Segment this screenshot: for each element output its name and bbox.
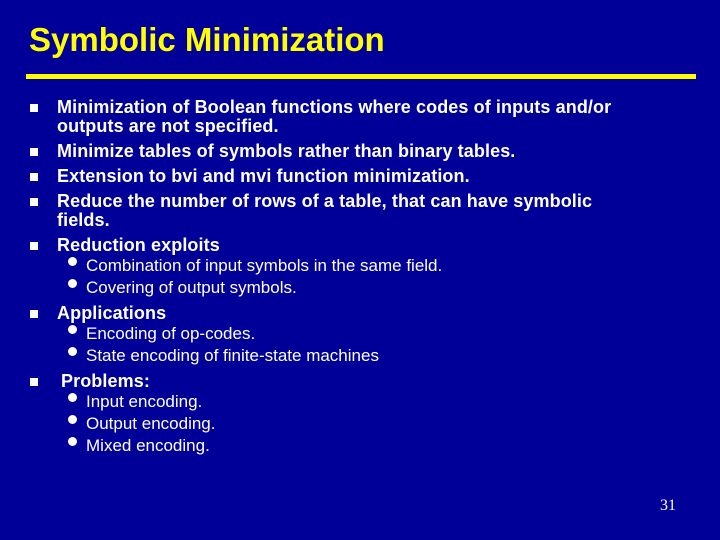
sub-bullet-item [30, 413, 680, 435]
round-bullet-icon [68, 437, 77, 446]
round-bullet-icon [68, 257, 77, 266]
sub-bullet-list [30, 323, 680, 367]
sub-bullet-item [30, 255, 680, 277]
sub-bullet-item [30, 345, 680, 367]
bullet-text-line: Reduction exploits [57, 235, 220, 255]
page-number: 31 [660, 497, 676, 514]
bullet-text-line: outputs are not specified. [57, 116, 279, 136]
bullet-item [30, 304, 680, 323]
square-bullet-icon [30, 242, 38, 250]
square-bullet-icon [30, 378, 38, 386]
bullet-text-line: Reduce the number of rows of a table, that can have symbolic [57, 191, 593, 211]
sub-bullet-text: Output encoding. [86, 414, 216, 433]
sub-bullet-text: Combination of input symbols in the same field. [86, 256, 443, 275]
bullet-item [30, 236, 680, 255]
round-bullet-icon [68, 325, 77, 334]
sub-bullet-item [30, 435, 680, 457]
bullet-text-line: Minimize tables of symbols rather than binary tables. [57, 141, 516, 161]
sub-bullet-text: State encoding of finite-state machines [86, 346, 379, 365]
sub-bullet-text: Encoding of op-codes. [86, 324, 256, 343]
square-bullet-icon [30, 173, 38, 181]
sub-bullet-item [30, 277, 680, 299]
bullet-text-line: fields. [57, 210, 110, 230]
round-bullet-icon [68, 347, 77, 356]
sub-bullet-list [30, 255, 680, 299]
round-bullet-icon [68, 415, 77, 424]
bullet-list [30, 98, 680, 462]
sub-bullet-item [30, 391, 680, 413]
round-bullet-icon [68, 393, 77, 402]
square-bullet-icon [30, 104, 38, 112]
bullet-text-line: Problems: [61, 371, 150, 391]
sub-bullet-text: Input encoding. [86, 392, 203, 411]
bullet-item [30, 167, 680, 186]
round-bullet-icon [68, 279, 77, 288]
bullet-item [30, 142, 680, 161]
sub-bullet-text: Mixed encoding. [86, 436, 210, 455]
bullet-text-line: Minimization of Boolean functions where codes of inputs and/or [57, 97, 612, 117]
sub-bullet-item [30, 323, 680, 345]
slide-title: Symbolic Minimization [29, 21, 385, 58]
bullet-item [30, 192, 680, 230]
square-bullet-icon [30, 310, 38, 318]
square-bullet-icon [30, 198, 38, 206]
bullet-text-line: Applications [57, 303, 167, 323]
bullet-item [30, 372, 680, 391]
title-underline [26, 74, 696, 79]
bullet-text-line: Extension to bvi and mvi function minimization. [57, 166, 470, 186]
square-bullet-icon [30, 148, 38, 156]
sub-bullet-text: Covering of output symbols. [86, 278, 297, 297]
bullet-item [30, 98, 680, 136]
sub-bullet-list [30, 391, 680, 457]
